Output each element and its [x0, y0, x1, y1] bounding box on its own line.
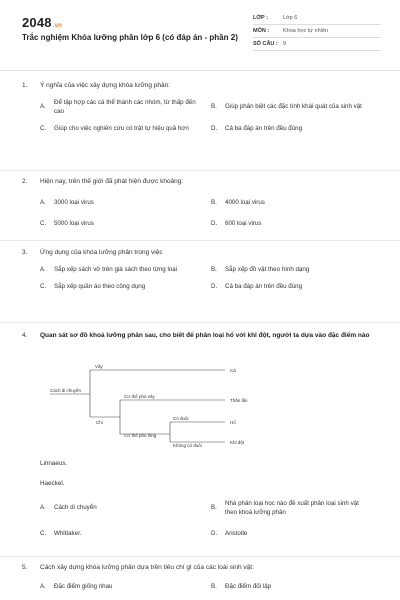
meta-table — [253, 12, 381, 51]
meta-key: LỚP : — [253, 15, 268, 21]
question-text: Ý nghĩa của việc xây dựng khóa lưỡng phân: — [40, 82, 171, 89]
question-1 — [22, 82, 382, 142]
header-divider — [0, 70, 400, 71]
meta-row-class — [253, 12, 381, 25]
meta-value: Lớp 6 — [283, 15, 298, 21]
question-number: 4. — [22, 332, 28, 339]
option-a[interactable]: A. Cách di chuyển — [40, 504, 97, 512]
option-b[interactable]: B. 4000 loại virus — [211, 198, 265, 206]
question-separator — [0, 240, 400, 241]
question-5 — [22, 564, 382, 600]
label-tail: Có đuôi — [173, 416, 189, 421]
question-text: Quan sát sơ đồ khoá lưỡng phân sau, cho biết để phân loại hổ với khỉ đột, người ta dựa vào đặc điểm nào — [40, 332, 370, 339]
meta-row-count — [253, 38, 381, 51]
option-c[interactable]: C. Sắp xếp quần áo theo công dụng — [40, 282, 146, 290]
question-3 — [22, 249, 382, 300]
option-b[interactable]: B. Sắp xếp đồ vật theo hình dạng — [211, 265, 310, 273]
dichotomous-key-diagram — [40, 362, 280, 452]
option-c[interactable]: C. 5000 loại virus — [40, 219, 94, 227]
page-title: Trắc nghiệm Khóa lưỡng phân lớp 6 (có đáp án - phần 2) — [22, 33, 238, 42]
option-d[interactable]: D. Aristotle — [211, 529, 248, 537]
question-number: 5. — [22, 564, 28, 571]
meta-value: Khoa học tự nhiên — [283, 28, 328, 34]
option-a[interactable]: A. 3000 loại virus — [40, 198, 94, 206]
label-scales: Cơ thể phủ vảy — [124, 394, 155, 399]
option-d[interactable]: D. Cả ba đáp án trên đều đúng — [211, 282, 303, 290]
question-number: 1. — [22, 82, 28, 89]
question-4 — [22, 332, 382, 341]
label-tiger: Hổ — [230, 420, 236, 425]
label-gorilla: Khỉ đột — [230, 440, 245, 445]
label-fur: Cơ thể phủ lông — [124, 433, 157, 438]
question-separator — [0, 556, 400, 557]
option-a[interactable]: A. Đặc điểm giống nhau — [40, 582, 113, 590]
question-4-options — [22, 500, 382, 547]
option-c[interactable]: C. Giúp cho việc nghiên cứu có trật tự hiệu quả hơn — [40, 124, 189, 132]
extra-line: Linnaeus. — [40, 460, 68, 467]
option-d[interactable]: D. Cả ba đáp án trên đều đúng — [211, 124, 303, 132]
meta-row-subject — [253, 25, 381, 38]
label-limbs: Chi — [96, 420, 103, 425]
question-text: Cách xây dựng khóa lưỡng phân dựa trên tiêu chí gì của các loài sinh vật: — [40, 564, 254, 571]
meta-key: SỐ CÂU : — [253, 41, 278, 47]
option-b[interactable]: B. Nhà phân loại học nào đề xuất phân loại sinh vật theo khoá lưỡng phân — [211, 500, 359, 516]
label-no-tail: Không có đuôi — [173, 443, 202, 448]
option-c[interactable]: C. Whittaker. — [40, 529, 82, 537]
meta-key: MÔN : — [253, 28, 270, 34]
label-fish: Cá — [230, 368, 236, 373]
question-text: Ứng dụng của khóa lưỡng phân trong việc — [40, 249, 163, 256]
option-a[interactable]: A. Để tập hợp các cá thể thành các nhóm, từ thấp đến cao — [40, 98, 196, 115]
question-number: 2. — [22, 178, 28, 185]
label-root: Cách di chuyển — [50, 388, 82, 393]
question-separator — [0, 170, 400, 171]
question-text: Hiện nay, trên thế giới đã phát hiện được khoảng: — [40, 178, 184, 185]
meta-value: 9 — [283, 41, 287, 47]
option-d[interactable]: D. 600 loại virus — [211, 219, 262, 227]
option-b[interactable]: B. Giúp phân biệt các đặc tính khái quát của sinh vật — [211, 103, 362, 111]
label-lizard: Thằn lằn — [230, 398, 248, 403]
page-header — [0, 0, 400, 64]
label-fins: Vây — [95, 364, 103, 369]
site-logo[interactable]: 2048.vn — [22, 15, 63, 30]
question-separator — [0, 322, 400, 323]
extra-line: Haeckel. — [40, 480, 65, 487]
question-2 — [22, 178, 382, 237]
option-b[interactable]: B. Đặc điểm đối lập — [211, 582, 272, 590]
question-number: 3. — [22, 249, 28, 256]
option-a[interactable]: A. Sắp xếp sách vở trên giá sách theo từng loại — [40, 265, 178, 273]
